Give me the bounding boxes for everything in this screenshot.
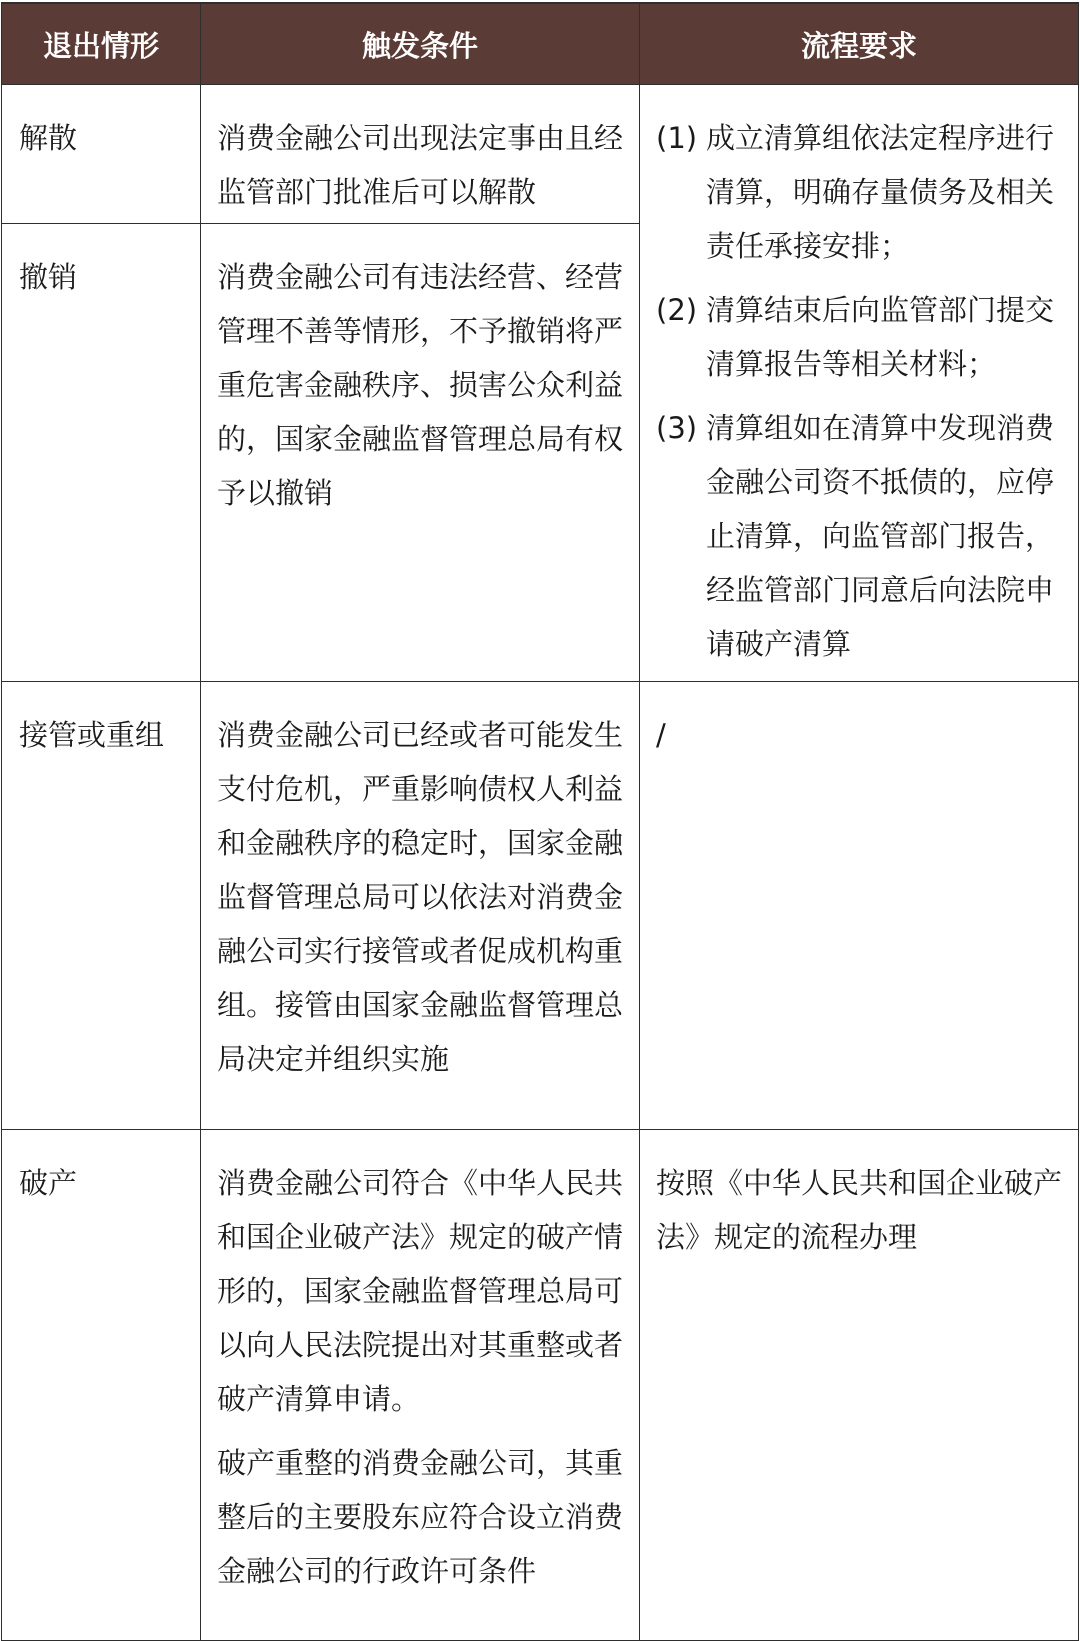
exit-situations-table bbox=[1, 2, 1078, 1619]
step-number: (2) bbox=[656, 293, 698, 327]
header-trigger-condition: 触发条件 bbox=[201, 3, 640, 85]
cell-situation: 接管或重组 bbox=[2, 682, 201, 1130]
process-step bbox=[656, 111, 1066, 273]
step-text: 清算结束后向监管部门提交清算报告等相关材料； bbox=[706, 293, 1055, 381]
cell-situation: 解散 bbox=[2, 85, 201, 224]
trigger-paragraph: 消费金融公司符合《中华人民共和国企业破产法》规定的破产情形的，国家金融监督管理总局可以向人民法院提出对其重整或者破产清算申请。 bbox=[217, 1166, 624, 1416]
cell-trigger bbox=[201, 1130, 640, 1641]
table-row-bankruptcy bbox=[2, 1130, 1079, 1641]
step-number: (1) bbox=[656, 121, 698, 155]
step-number: (3) bbox=[656, 411, 698, 445]
table-header-row bbox=[2, 3, 1079, 85]
header-process-requirement: 流程要求 bbox=[640, 3, 1079, 85]
step-text: 成立清算组依法定程序进行清算，明确存量债务及相关责任承接安排； bbox=[706, 121, 1055, 263]
cell-process: / bbox=[640, 682, 1079, 1130]
cell-trigger: 消费金融公司出现法定事由且经监管部门批准后可以解散 bbox=[201, 85, 640, 224]
table bbox=[1, 2, 1079, 1641]
cell-situation: 撤销 bbox=[2, 224, 201, 682]
cell-shared-process bbox=[640, 85, 1079, 682]
table-row-takeover bbox=[2, 682, 1079, 1130]
cell-trigger: 消费金融公司有违法经营、经营管理不善等情形，不予撤销将严重危害金融秩序、损害公众利益的，国家金融监督管理总局有权予以撤销 bbox=[201, 224, 640, 682]
cell-situation: 破产 bbox=[2, 1130, 201, 1641]
cell-trigger: 消费金融公司已经或者可能发生支付危机，严重影响债权人利益和金融秩序的稳定时，国家金融监督管理总局可以依法对消费金融公司实行接管或者促成机构重组。接管由国家金融监督管理总局决定并组织实施 bbox=[201, 682, 640, 1130]
header-exit-situation: 退出情形 bbox=[2, 3, 201, 85]
trigger-paragraph: 破产重整的消费金融公司，其重整后的主要股东应符合设立消费金融公司的行政许可条件 bbox=[217, 1446, 624, 1588]
table-row-dissolution bbox=[2, 85, 1079, 224]
cell-process: 按照《中华人民共和国企业破产法》规定的流程办理 bbox=[640, 1130, 1079, 1641]
process-step bbox=[656, 283, 1066, 391]
step-text: 清算组如在清算中发现消费金融公司资不抵债的，应停止清算，向监管部门报告，经监管部门同意后向法院申请破产清算 bbox=[706, 411, 1055, 661]
process-step bbox=[656, 401, 1066, 671]
